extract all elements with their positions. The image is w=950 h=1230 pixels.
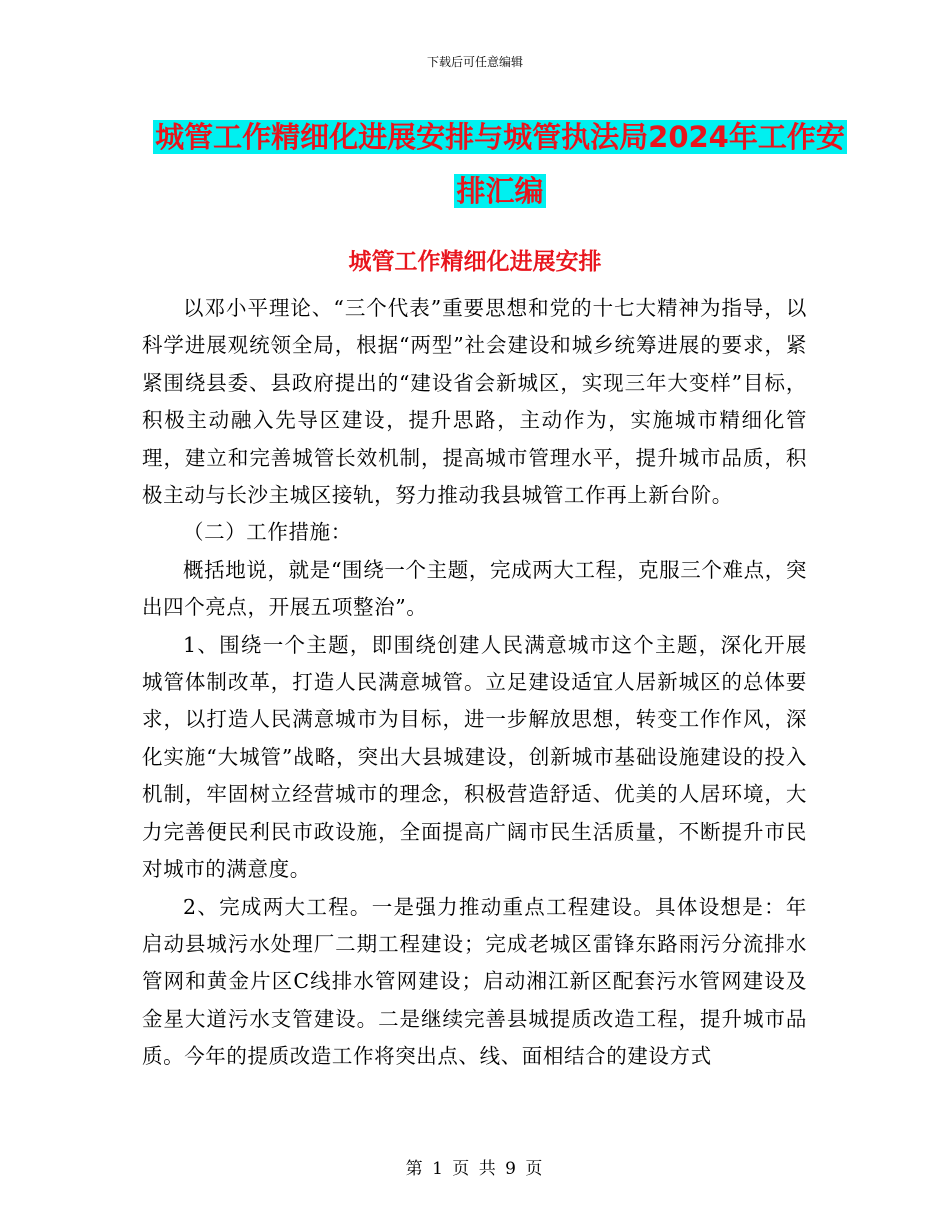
paragraph-item-2: 2、完成两大工程。一是强力推动重点工程建设。具体设想是：年启动县城污水处理厂二期工程建设；完成老城区雷锋东路雨污分流排水管网和黄金片区C线排水管网建设；启动湘江新区配套污水管网建设及金星大道污水支管建设。二是继续完善县城提质改造工程，提升城市品质。今年的提质改造工作将突出点、线、面相结合的建设方式: [142, 894, 807, 1069]
paragraph-guiding-principles: 以邓小平理论、“三个代表”重要思想和党的十七大精神为指导，以科学进展观统领全局，根据“两型”社会建设和城乡统筹进展的要求，紧紧围绕县委、县政府提出的“建设省会新城区，实现三年大变样”目标，积极主动融入先导区建设，提升思路，主动作为，实施城市精细化管理，建立和完善城管长效机制，提高城市管理水平，提升城市品质，积极主动与长沙主城区接轨，努力推动我县城管工作再上新台阶。: [142, 296, 807, 508]
document-title: [150, 110, 850, 218]
page-header-note: 下载后可任意编辑: [426, 55, 523, 69]
paragraph-work-measures-heading: （二）工作措施：: [183, 520, 352, 545]
document-title-line-2: 排汇编: [456, 174, 544, 208]
document-body: [142, 290, 807, 1076]
document-title-line-1: 城管工作精细化进展安排与城管执法局2024年工作安: [155, 120, 845, 154]
section-title: 城管工作精细化进展安排: [348, 249, 602, 275]
paragraph-item-1: 1、围绕一个主题，即围绕创建人民满意城市这个主题，深化开展城管体制改革，打造人民满意城管。立足建设适宜人居新城区的总体要求，以打造人民满意城市为目标，进一步解放思想，转变工作作风，深化实施“大城管”战略，突出大县城建设，创新城市基础设施建设的投入机制，牢固树立经营城市的理念，积极营造舒适、优美的人居环境，大力完善便民利民市政设施，全面提高广阔市民生活质量，不断提升市民对城市的满意度。: [142, 632, 807, 882]
paragraph-summary: 概括地说，就是“围绕一个主题，完成两大工程，克服三个难点，突出四个亮点，开展五项整治”。: [142, 557, 807, 620]
page-footer-page-number: 第 1 页 共 9 页: [405, 1159, 545, 1179]
